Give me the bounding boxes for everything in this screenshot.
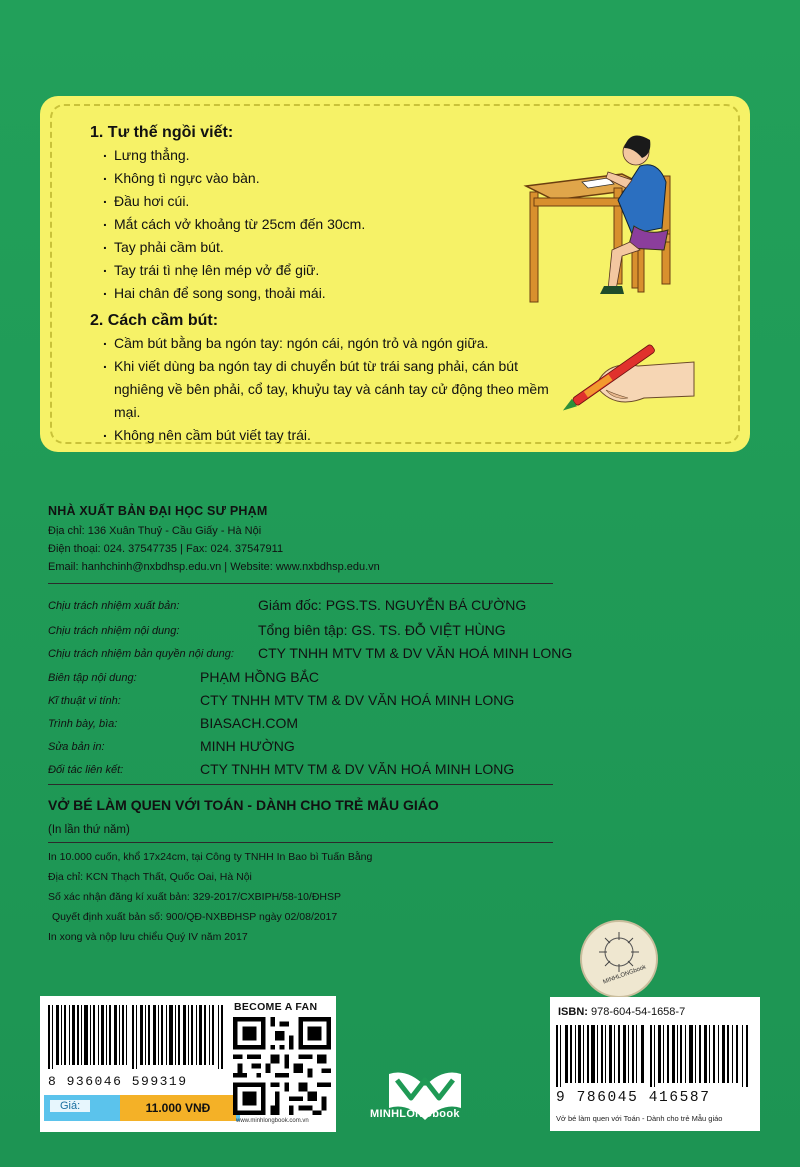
- barcode-number-right: 9 786045 416587: [556, 1090, 711, 1106]
- divider: [48, 784, 553, 785]
- list-item: . Không nên cầm bút viết tay trái.: [100, 424, 560, 447]
- credit-value: CTY TNHH MTV TM & DV VĂN HOÁ MINH LONG: [200, 761, 515, 777]
- isbn-line: [558, 1006, 685, 1018]
- credit-label: Biên tập nội dung:: [48, 672, 137, 684]
- isbn-label: ISBN:: [558, 1006, 588, 1018]
- hand-holding-pen-illustration: [560, 330, 700, 420]
- credit-label: Đối tác liên kết:: [48, 764, 124, 776]
- become-a-fan-label: BECOME A FAN: [234, 1001, 318, 1013]
- printing-line: Địa chỉ: KCN Thạch Thất, Quốc Oai, Hà Nội: [48, 871, 252, 883]
- sunburst-icon: [582, 922, 656, 996]
- girl-writing-illustration: [522, 126, 702, 306]
- printing-line: In xong và nộp lưu chiểu Quý IV năm 2017: [48, 931, 248, 943]
- publisher-phone: Điện thoại: 024. 37547735 | Fax: 024. 37547911: [48, 543, 284, 555]
- book-title: VỞ BÉ LÀM QUEN VỚI TOÁN - DÀNH CHO TRẺ MẪU GIÁO: [48, 797, 439, 813]
- credit-value: BIASACH.COM: [200, 715, 299, 731]
- qr-code: [233, 1017, 331, 1115]
- isbn-value: 978-604-54-1658-7: [591, 1006, 686, 1018]
- pen-grip-list: [100, 332, 560, 447]
- barcode-number-left: 8 936046 599319: [48, 1074, 188, 1089]
- list-item: . Lưng thẳng.: [100, 144, 365, 167]
- credit-value: CTY TNHH MTV TM & DV VĂN HOÁ MINH LONG: [200, 692, 515, 708]
- divider: [48, 583, 553, 584]
- credit-value: CTY TNHH MTV TM & DV VĂN HOÁ MINH LONG: [258, 645, 573, 661]
- publisher-contact: Email: hanhchinh@nxbdhsp.edu.vn | Website: www.nxbdhsp.edu.vn: [48, 561, 380, 573]
- list-item: . Tay phải cầm bút.: [100, 236, 365, 259]
- credit-label: Sửa bản in:: [48, 741, 105, 753]
- website-url: www.minhlongbook.com.vn: [236, 1118, 309, 1124]
- list-item: . Tay trái tì nhẹ lên mép vở để giữ.: [100, 259, 365, 282]
- minhlong-seal-logo: [580, 920, 658, 998]
- list-item: . Khi viết dùng ba ngón tay di chuyển bút từ trái sang phải, cán bút nghiêng về bên phải, cổ tay, khuỷu tay và cánh tay cử động theo mềm mại.: [100, 355, 560, 424]
- printing-line: Quyết định xuất bản số: 900/QĐ-NXBĐHSP ngày 02/08/2017: [52, 911, 338, 923]
- barcode-caption: Vở bé làm quen với Toán - Dành cho trẻ Mẫu giáo: [556, 1114, 723, 1123]
- printing-line: In 10.000 cuốn, khổ 17x24cm, tại Công ty TNHH In Bao bì Tuấn Bằng: [48, 851, 373, 863]
- credit-label: Chịu trách nhiệm bản quyền nội dung:: [48, 648, 234, 660]
- edition-note: (In lần thứ năm): [48, 824, 130, 836]
- credit-label: Trình bày, bìa:: [48, 718, 118, 730]
- credit-label: Chịu trách nhiệm xuất bản:: [48, 600, 180, 612]
- brand-name: MINHLONGbook: [370, 1108, 460, 1120]
- divider: [48, 842, 553, 843]
- sitting-list: [100, 144, 365, 305]
- credit-value: Tổng biên tập: GS. TS. ĐỖ VIỆT HÙNG: [258, 622, 506, 638]
- credit-value: MINH HƯỜNG: [200, 738, 295, 754]
- seal-text: MINHLONGbook: [602, 964, 648, 986]
- credit-value: PHẠM HỒNG BẮC: [200, 669, 320, 685]
- publisher-address: Địa chỉ: 136 Xuân Thuỷ - Cầu Giấy - Hà Nội: [48, 525, 262, 537]
- credit-label: Chịu trách nhiệm nội dung:: [48, 625, 180, 637]
- credit-label: Kĩ thuật vi tính:: [48, 695, 121, 707]
- list-item: . Mắt cách vở khoảng từ 25cm đến 30cm.: [100, 213, 365, 236]
- printing-line: Số xác nhận đăng kí xuất bản: 329-2017/CXBIPH/58-10/ĐHSP: [48, 891, 342, 903]
- section-title-sitting: 1. Tư thế ngồi viết:: [90, 124, 234, 141]
- barcode-right: [556, 1025, 754, 1087]
- list-item: . Cầm bút bằng ba ngón tay: ngón cái, ngón trỏ và ngón giữa.: [100, 332, 560, 355]
- section-title-pen-grip: 2. Cách cầm bút:: [90, 312, 219, 329]
- price-label: Giá:: [50, 1100, 90, 1112]
- price-value: 11.000 VNĐ: [120, 1095, 236, 1121]
- list-item: . Không tì ngực vào bàn.: [100, 167, 365, 190]
- credit-value: Giám đốc: PGS.TS. NGUYỄN BÁ CƯỜNG: [258, 597, 527, 613]
- list-item: . Hai chân để song song, thoải mái.: [100, 282, 365, 305]
- publisher-name: NHÀ XUẤT BẢN ĐẠI HỌC SƯ PHẠM: [48, 504, 268, 518]
- barcode-left: [48, 1005, 228, 1069]
- list-item: . Đầu hơi cúi.: [100, 190, 365, 213]
